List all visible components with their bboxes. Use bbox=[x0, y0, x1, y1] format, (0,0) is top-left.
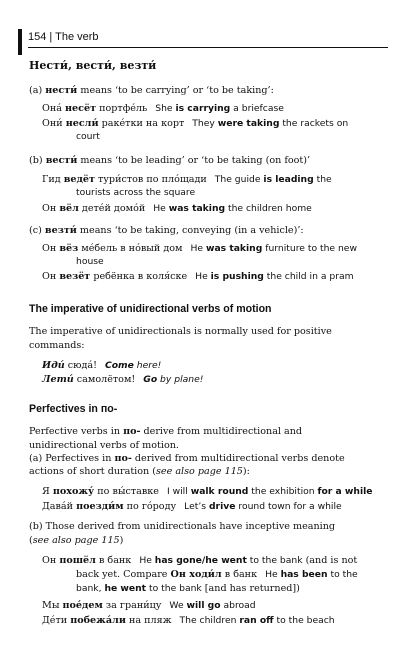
paragraph-line: Perfective verbs in по- derive from multidirectional and bbox=[29, 426, 303, 437]
example-line: Она́ несёт портфе́ль She is carrying a briefcase bbox=[42, 103, 284, 114]
paragraph-line: The imperative of unidirectionals is normally used for positive bbox=[29, 326, 332, 337]
example-line: Он пошёл в банк He has gone/he went to the bank (and is not bbox=[42, 555, 358, 566]
example-line: Дава́й поезди́м по го́роду Let’s drive round town for a while bbox=[42, 501, 342, 512]
header-bar bbox=[18, 29, 22, 55]
example-continuation: court bbox=[76, 131, 100, 142]
paragraph-line: (a) нести́ means ‘to be carrying’ or ‘to be taking’: bbox=[29, 85, 274, 96]
paragraph-line: (b) вести́ means ‘to be leading’ or ‘to be taking (on foot)’ bbox=[29, 155, 311, 166]
paragraph-line: (see also page 115) bbox=[29, 535, 124, 546]
section-title: The imperative of unidirectional verbs of motion bbox=[29, 303, 272, 315]
example-line: Гид ведёт тури́стов по пло́щади The guide is leading the bbox=[42, 174, 332, 185]
example-continuation: bank, he went to the bank [and has returned]) bbox=[76, 583, 300, 594]
example-line: Я похожу́ по вы́ставке I will walk round the exhibition for a while bbox=[42, 486, 373, 497]
paragraph-line: unidirectional verbs of motion. bbox=[29, 440, 179, 451]
paragraph-line: actions of short duration (see also page 115): bbox=[29, 466, 250, 477]
page-reference: 154 | The verb bbox=[28, 31, 99, 43]
section-title: Perfectives in по- bbox=[29, 403, 118, 415]
section-title: Нести́, вести́, везти́ bbox=[29, 59, 157, 72]
example-line: Он вёз ме́бель в но́вый дом He was taking furniture to the new bbox=[42, 243, 357, 254]
example-line: Он вёл дете́й домо́й He was taking the children home bbox=[42, 203, 312, 214]
paragraph-line: (b) Those derived from unidirectionals have inceptive meaning bbox=[29, 521, 336, 532]
paragraph-line: (c) везти́ means ‘to be taking, conveying (in a vehicle)’: bbox=[29, 225, 304, 236]
example-continuation: back yet. Compare Он ходи́л в банк He has been to the bbox=[76, 569, 358, 580]
paragraph-line: commands: bbox=[29, 340, 85, 351]
example-line: Де́ти побежа́ли на пляж The children ran off to the beach bbox=[42, 615, 335, 626]
example-line: Мы пое́дем за грани́цу We will go abroad bbox=[42, 600, 256, 611]
example-line: Он везёт ребёнка в коля́ске He is pushing the child in a pram bbox=[42, 271, 354, 282]
example-line: Они́ несли́ раке́тки на корт They were taking the rackets on bbox=[42, 118, 349, 129]
paragraph-line: (a) Perfectives in по- derived from multidirectional verbs denote bbox=[29, 453, 345, 464]
example-continuation: house bbox=[76, 256, 104, 267]
example-line: Иди́ сюда́! Come here! bbox=[42, 360, 162, 371]
example-line: Лети́ самолётом! Go by plane! bbox=[42, 374, 204, 385]
example-continuation: tourists across the square bbox=[76, 187, 196, 198]
header-rule bbox=[28, 47, 388, 48]
